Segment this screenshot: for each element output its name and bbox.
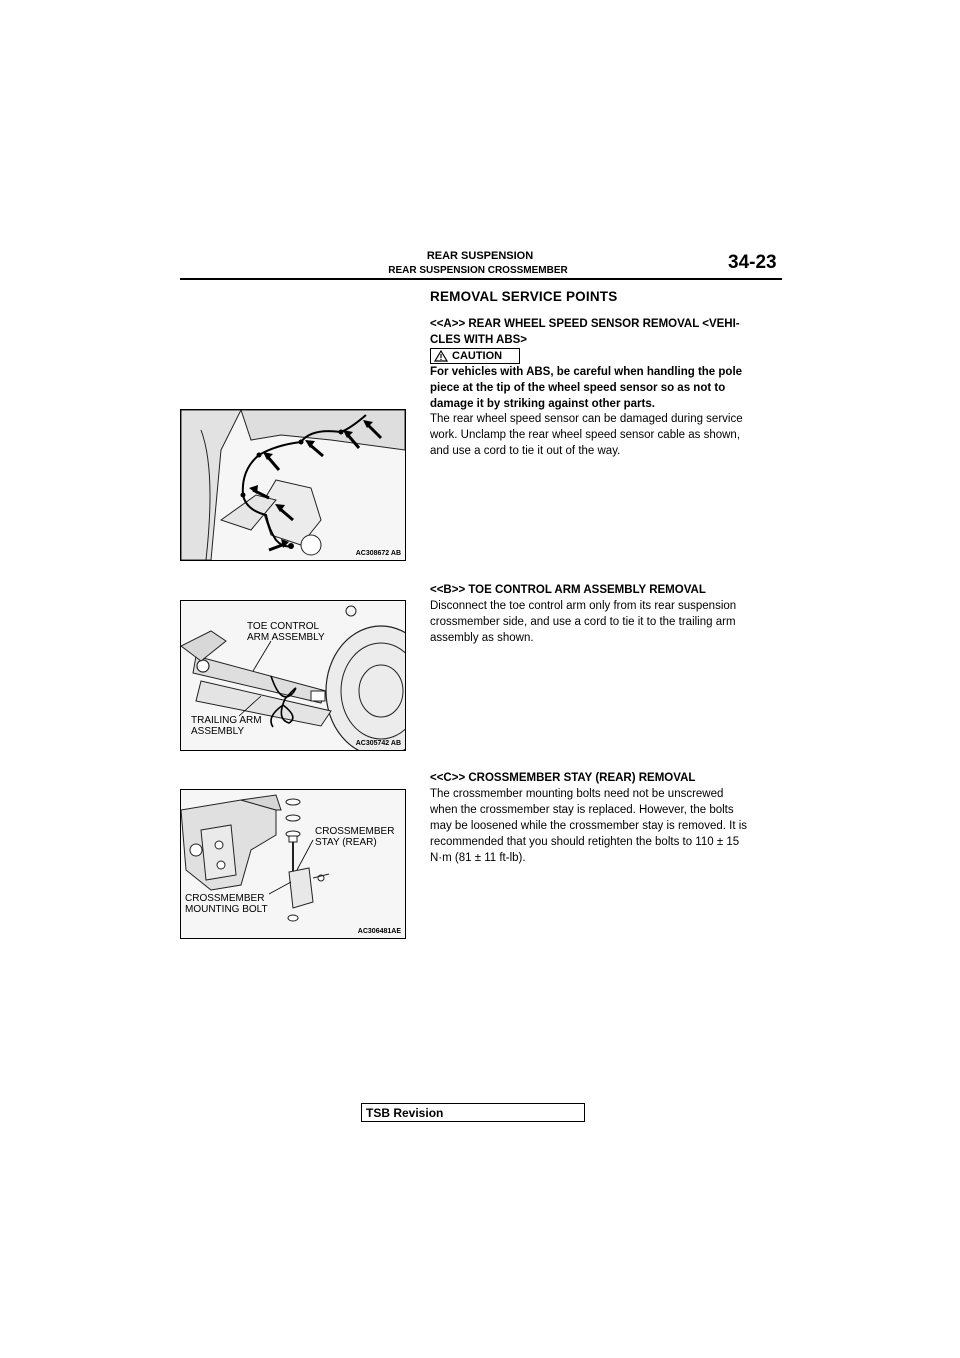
callout-toe-control-arm: [247, 621, 325, 643]
body-line: may be loosened while the crossmember stay is removed. It is: [430, 820, 748, 832]
page-number: 34-23: [728, 252, 777, 273]
body-line: recommended that you should retighten the bolts to 110 ± 15: [430, 836, 740, 848]
callout-line: TOE CONTROL: [247, 621, 320, 632]
caution-line: For vehicles with ABS, be careful when handling the pole: [430, 366, 743, 378]
step-b-body: [430, 598, 782, 646]
subsection-title: REAR SUSPENSION CROSSMEMBER: [388, 265, 568, 276]
step-a-body: [430, 411, 782, 459]
callout-mounting-bolt: [185, 893, 268, 915]
body-line: The rear wheel speed sensor can be damaged during service: [430, 413, 743, 425]
header-rule: [180, 278, 782, 280]
body-line: The crossmember mounting bolts need not be unscrewed: [430, 788, 724, 800]
step-c-body: [430, 786, 782, 866]
body-line: when the crossmember stay is replaced. However, the bolts: [430, 804, 734, 816]
figure-crossmember-stay: [180, 789, 406, 939]
step-a-heading-line: <<A>> REAR WHEEL SPEED SENSOR REMOVAL <VEHI-: [430, 318, 740, 330]
callout-line: STAY (REAR): [315, 837, 377, 848]
caution-text: [430, 364, 782, 412]
body-line: crossmember side, and use a cord to tie it to the trailing arm: [430, 616, 736, 628]
caution-line: damage it by striking against other parts.: [430, 398, 655, 410]
figure-toe-control-arm: [180, 600, 406, 751]
body-line: assembly as shown.: [430, 632, 534, 644]
body-line: Disconnect the toe control arm only from its rear suspension: [430, 600, 737, 612]
main-heading: REMOVAL SERVICE POINTS: [430, 289, 618, 304]
body-line: work. Unclamp the rear wheel speed sensor cable as shown,: [430, 429, 741, 441]
figure-code: AC306481AE: [357, 928, 401, 935]
figure-code: AC308672 AB: [355, 550, 401, 557]
callout-line: CROSSMEMBER: [185, 893, 265, 904]
caution-line: piece at the tip of the wheel speed sensor so as not to: [430, 382, 726, 394]
callout-line: TRAILING ARM: [191, 715, 262, 726]
caution-label: CAUTION: [452, 350, 503, 362]
step-b-heading: <<B>> TOE CONTROL ARM ASSEMBLY REMOVAL: [430, 584, 706, 596]
tsb-revision-box: TSB Revision: [361, 1103, 585, 1122]
figure-code: AC305742 AB: [355, 740, 401, 747]
callout-crossmember-stay: [315, 826, 394, 848]
section-title: REAR SUSPENSION: [426, 250, 534, 262]
figure-wheel-speed-sensor: [180, 409, 406, 561]
callout-line: ASSEMBLY: [191, 726, 245, 737]
figure-illustration: [181, 410, 405, 560]
step-a-heading-line: CLES WITH ABS>: [430, 334, 528, 346]
caution-box: [430, 348, 520, 364]
body-line: N·m (81 ± 11 ft-lb).: [430, 852, 526, 864]
callout-line: ARM ASSEMBLY: [247, 632, 325, 643]
callout-line: MOUNTING BOLT: [185, 904, 268, 915]
step-a-heading: [430, 316, 782, 348]
callout-trailing-arm: [191, 715, 262, 737]
warning-triangle-icon: [434, 350, 448, 362]
figure-illustration: [181, 790, 405, 938]
body-line: and use a cord to tie it out of the way.: [430, 445, 621, 457]
step-c-heading: <<C>> CROSSMEMBER STAY (REAR) REMOVAL: [430, 772, 696, 784]
callout-line: CROSSMEMBER: [315, 826, 395, 837]
